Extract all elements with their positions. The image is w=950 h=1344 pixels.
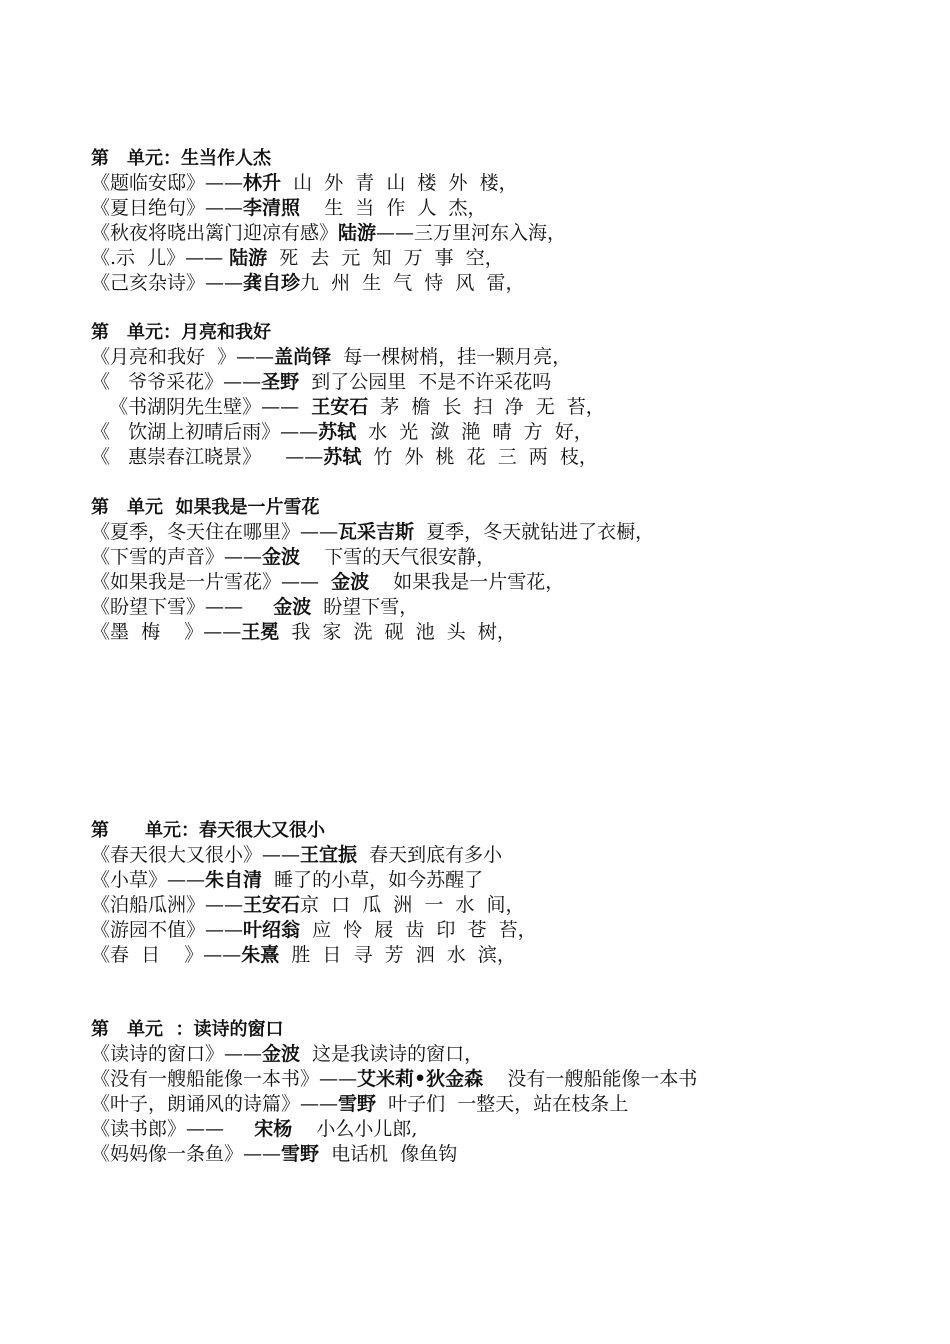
poem-line xyxy=(91,246,911,271)
poem-author: 雪野 xyxy=(338,1093,377,1115)
poem-author: 金波 xyxy=(262,1043,301,1065)
poem-author: 圣野 xyxy=(261,371,300,393)
poem-verse: 如果我是一片雪花， xyxy=(369,571,565,593)
unit-heading: 第 单元 如果我是一片雪花 xyxy=(91,497,320,518)
unit-heading: 第 单元：生当作人杰 xyxy=(91,148,271,169)
poem-verse: 盼望下雪， xyxy=(311,596,419,618)
poem-verse: 京 口 瓜 洲 一 水 间， xyxy=(300,894,525,916)
poem-verse: 生 当 作 人 杰， xyxy=(300,197,487,219)
poem-author: 宋杨 xyxy=(254,1118,293,1140)
poem-title: 《春 日 》—— xyxy=(91,944,242,966)
poem-verse: 这是我读诗的窗口， xyxy=(300,1043,484,1065)
unit-heading: 第 单元：月亮和我好 xyxy=(91,322,271,343)
poem-line xyxy=(91,196,911,221)
poem-line xyxy=(91,221,911,246)
poem-line xyxy=(91,843,911,868)
poem-title: 《妈妈像一条鱼》—— xyxy=(91,1143,282,1165)
poem-title: 《泊船瓜洲》—— xyxy=(91,894,244,916)
poem-author: 朱熹 xyxy=(241,944,280,966)
poem-title: 《.示 儿》—— xyxy=(91,247,230,269)
unit-section-1 xyxy=(91,146,911,296)
poem-line xyxy=(91,445,911,470)
poem-title: 《没有一艘船能像一本书》—— xyxy=(91,1068,358,1090)
poem-author: 金波 xyxy=(331,571,370,593)
poem-title: 《月亮和我好 》—— xyxy=(91,346,275,368)
unit-heading: 第 单元 ：读诗的窗口 xyxy=(91,1019,284,1040)
poem-verse: 小么小儿郎, xyxy=(292,1118,418,1140)
poem-title: 《书湖阴先生壁》—— xyxy=(91,396,312,418)
poem-title: 《下雪的声音》—— xyxy=(91,546,263,568)
poem-verse: 下雪的天气很安静， xyxy=(300,546,496,568)
poem-author: 李清照 xyxy=(243,197,301,219)
poem-line xyxy=(91,520,911,545)
poem-title: 《己亥杂诗》—— xyxy=(91,272,244,294)
poem-author: 金波 xyxy=(262,546,301,568)
poem-author: 叶绍翁 xyxy=(243,919,301,941)
poem-title: 《 惠崇春江晓景》 —— xyxy=(91,446,324,468)
poem-line xyxy=(91,868,911,893)
poem-author: 盖尚铎 xyxy=(274,346,332,368)
poem-title: 《盼望下雪》—— xyxy=(91,596,274,618)
poem-line xyxy=(91,1092,911,1117)
poem-line xyxy=(91,1067,911,1092)
poem-author: 苏轼 xyxy=(323,446,362,468)
poem-verse: ——三万里河东入海， xyxy=(376,222,567,244)
poem-title: 《小草》—— xyxy=(91,869,206,891)
poem-author: 雪野 xyxy=(281,1143,320,1165)
poem-verse: 睡了的小草，如今苏醒了 xyxy=(262,869,484,891)
poem-title: 《游园不值》—— xyxy=(91,919,244,941)
poem-title: 《夏日绝句》—— xyxy=(91,197,244,219)
unit-section-3 xyxy=(91,495,911,645)
poem-verse: 每一棵树梢，挂一颗月亮， xyxy=(331,346,572,368)
poem-title: 《夏季，冬天住在哪里》—— xyxy=(91,521,339,543)
poem-line xyxy=(91,570,911,595)
poem-author: 王安石 xyxy=(311,396,369,418)
poem-line xyxy=(91,620,911,645)
poem-title: 《 饮湖上初晴后雨》—— xyxy=(91,421,319,443)
poem-author: 金波 xyxy=(273,596,312,618)
poem-line xyxy=(91,1042,911,1067)
poem-verse: 没有一艘船能像一本书 xyxy=(483,1068,698,1090)
poem-line xyxy=(91,893,911,918)
poem-line xyxy=(91,1142,911,1167)
poem-author: 艾米莉•狄金森 xyxy=(357,1068,484,1090)
poem-line xyxy=(91,1117,911,1142)
poem-author: 朱自清 xyxy=(205,869,263,891)
poem-author: 林升 xyxy=(243,172,282,194)
poem-author: 苏轼 xyxy=(318,421,357,443)
poem-title: 《 爷爷采花》—— xyxy=(91,371,262,393)
poem-line xyxy=(91,918,911,943)
poem-verse: 我 家 洗 砚 池 头 树， xyxy=(279,621,516,643)
poem-verse: 九 州 生 气 恃 风 雷， xyxy=(300,272,525,294)
poem-verse: 竹 外 桃 花 三 两 枝， xyxy=(361,446,598,468)
poem-verse: 山 外 青 山 楼 外 楼， xyxy=(281,172,518,194)
poem-title: 《墨 梅 》—— xyxy=(91,621,242,643)
poem-line xyxy=(91,420,911,445)
poem-verse: 茅 檐 长 扫 净 无 苔， xyxy=(368,396,605,418)
poem-author: 陆游 xyxy=(229,247,268,269)
poem-line xyxy=(91,943,911,968)
poem-title: 《读诗的窗口》—— xyxy=(91,1043,263,1065)
poem-author: 王冕 xyxy=(241,621,280,643)
poem-line xyxy=(91,370,911,395)
poem-line xyxy=(91,345,911,370)
poem-verse: 胜 日 寻 芳 泗 水 滨， xyxy=(279,944,516,966)
poem-verse: 叶子们 一整天，站在枝条上 xyxy=(376,1093,629,1115)
unit-heading: 第 单元：春天很大又很小 xyxy=(91,820,325,841)
poem-line xyxy=(91,545,911,570)
poem-line xyxy=(91,395,911,420)
unit-section-2 xyxy=(91,320,911,470)
poem-verse: 应 怜 屐 齿 印 苍 苔， xyxy=(300,919,537,941)
unit-section-4 xyxy=(91,818,911,968)
unit-section-5 xyxy=(91,1017,911,1167)
poem-verse: 到了公园里 不是不许采花吗 xyxy=(299,371,552,393)
poem-author: 王宜振 xyxy=(300,844,358,866)
poem-verse: 死 去 元 知 万 事 空， xyxy=(267,247,504,269)
poem-author: 王安石 xyxy=(243,894,301,916)
poem-line xyxy=(91,595,911,620)
poem-verse: 水 光 潋 滟 晴 方 好， xyxy=(356,421,593,443)
poem-author: 瓦采吉斯 xyxy=(338,521,415,543)
poem-line xyxy=(91,271,911,296)
poem-verse: 春天到底有多小 xyxy=(357,844,503,866)
poem-line xyxy=(91,171,911,196)
poem-title: 《春天很大又很小》—— xyxy=(91,844,301,866)
poem-title: 《读书郎》—— xyxy=(91,1118,255,1140)
poem-verse: 电话机 像鱼钩 xyxy=(319,1143,458,1165)
poem-author: 龚自珍 xyxy=(243,272,301,294)
poem-verse: 夏季，冬天就钻进了衣橱， xyxy=(414,521,655,543)
poem-title: 《秋夜将晓出篱门迎凉有感》 xyxy=(91,222,339,244)
poem-title: 《题临安邸》—— xyxy=(91,172,244,194)
poem-author: 陆游 xyxy=(338,222,377,244)
poem-title: 《如果我是一片雪花》—— xyxy=(91,571,332,593)
poem-title: 《叶子，朗诵风的诗篇》—— xyxy=(91,1093,339,1115)
